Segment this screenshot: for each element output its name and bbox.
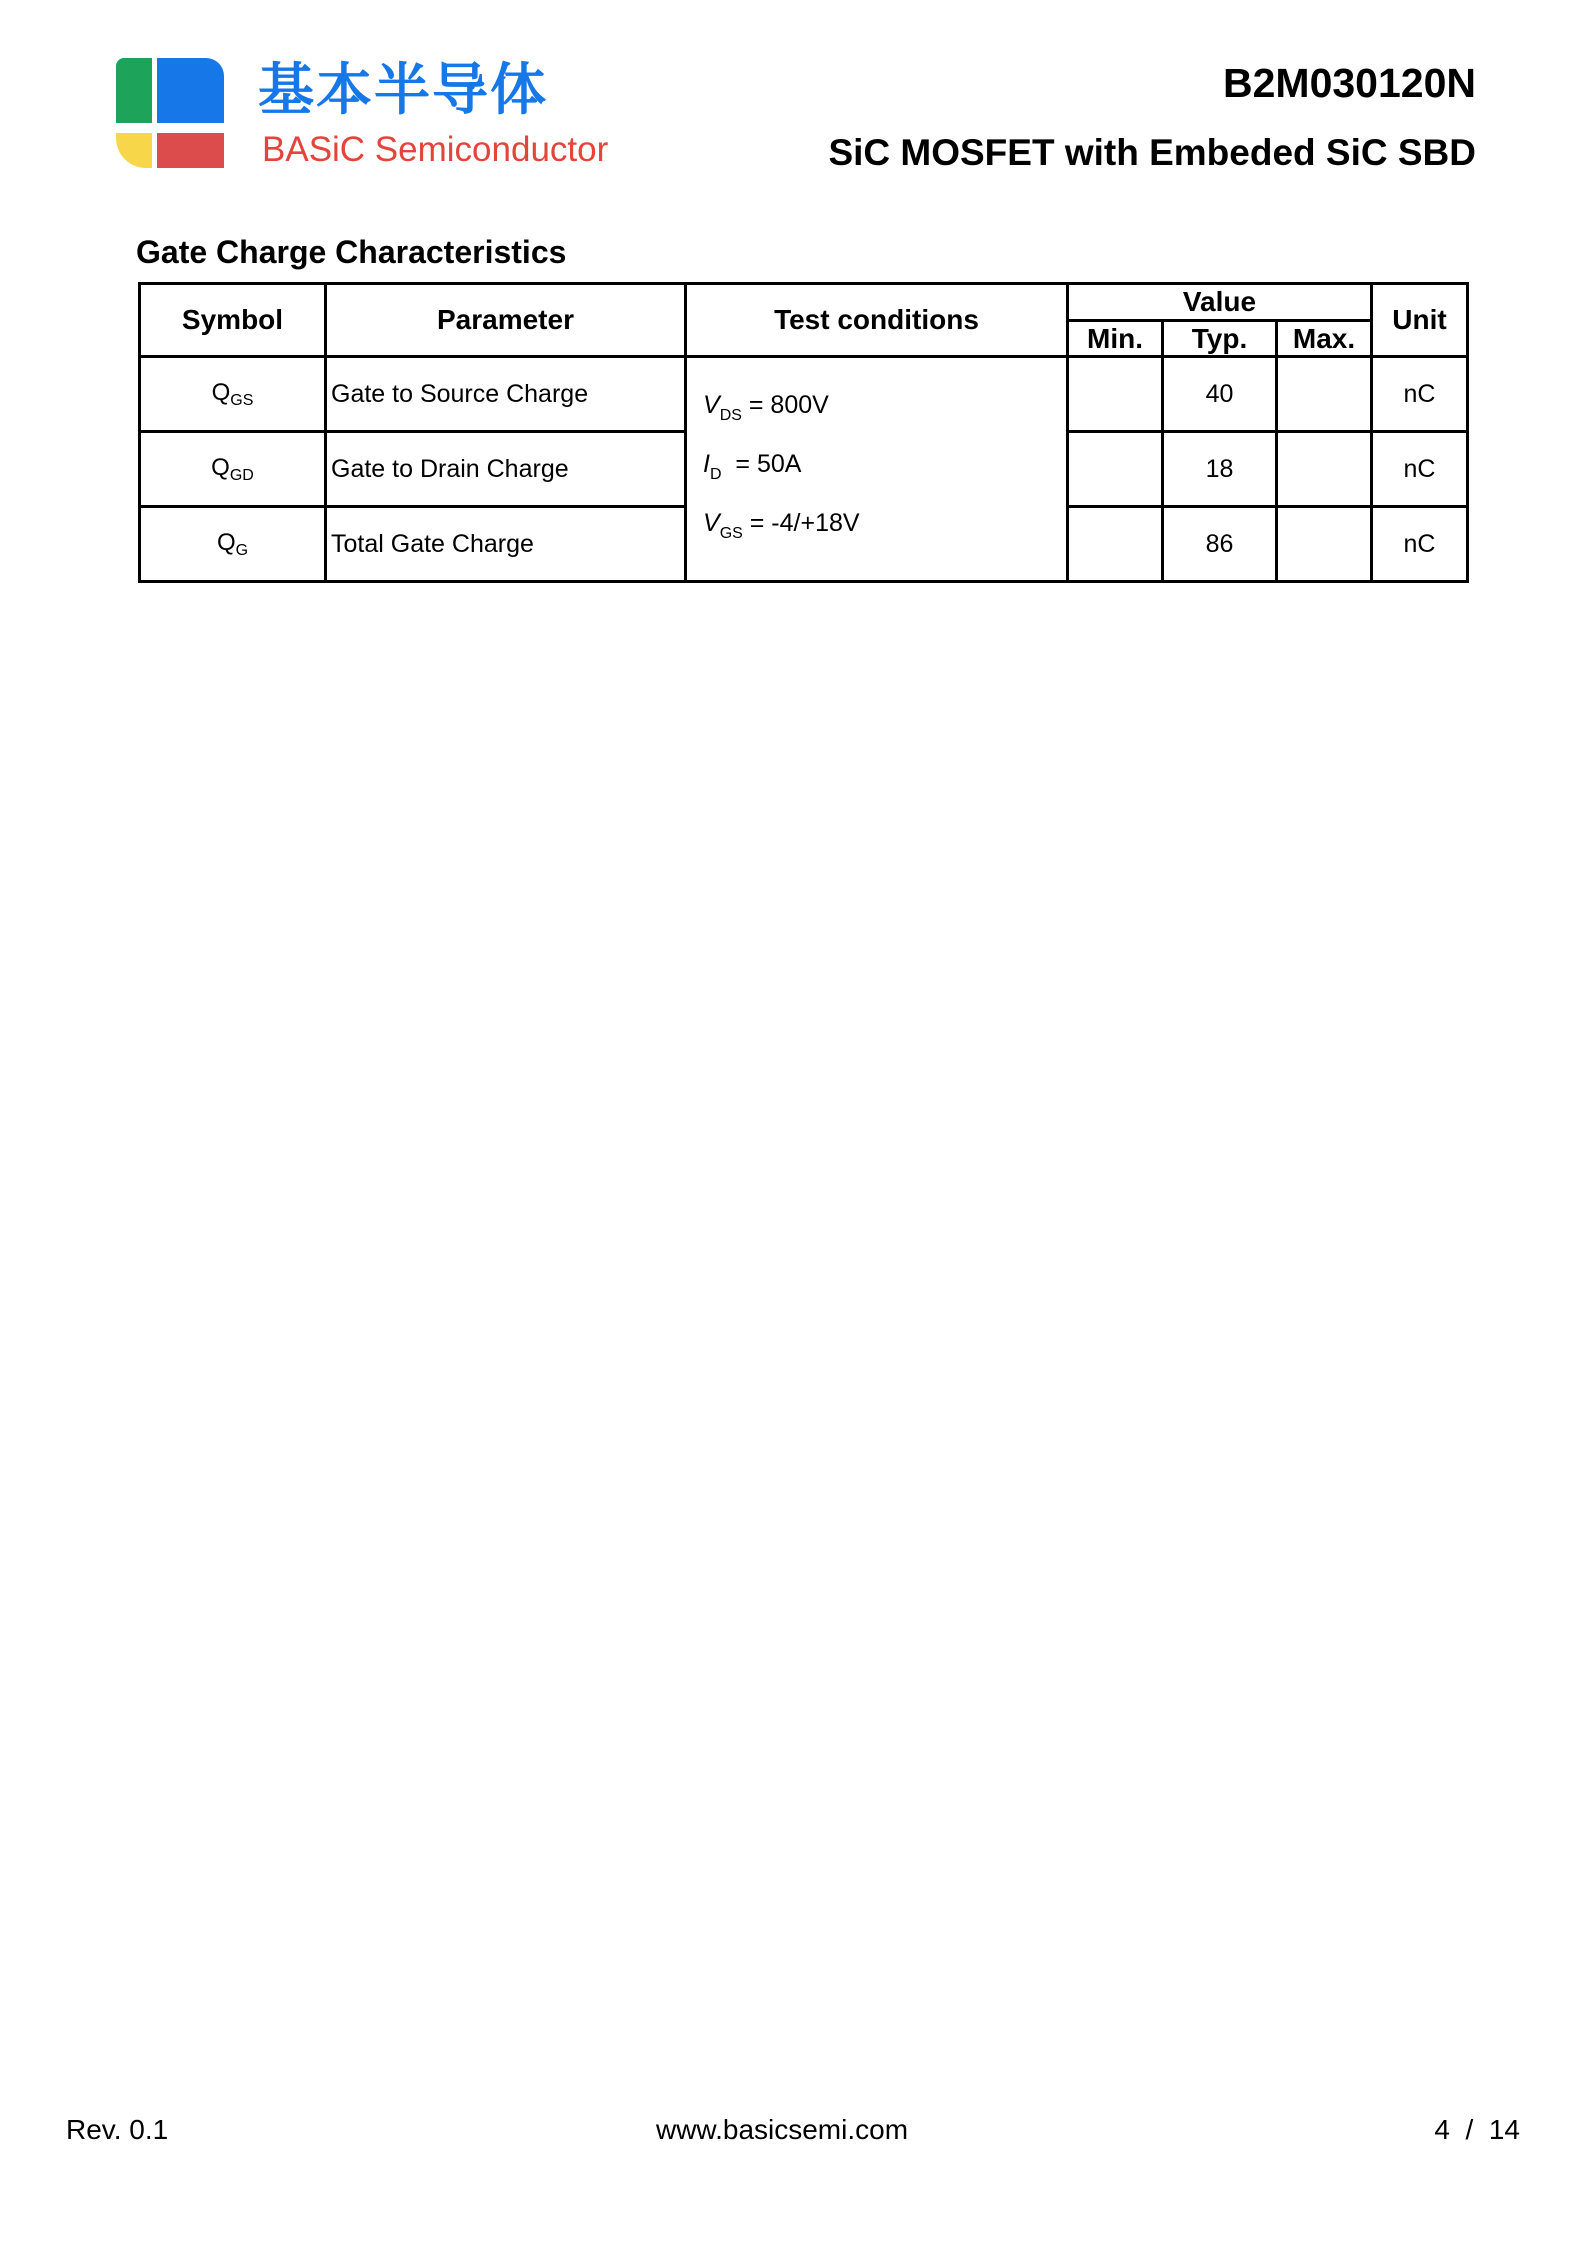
parameter-cell: Gate to Drain Charge [326, 432, 686, 507]
symbol-cell: $Q_{GD}$ [140, 432, 326, 507]
typ-cell: 18 [1163, 432, 1277, 507]
gate-charge-table [138, 282, 1469, 583]
company-logo [116, 58, 224, 170]
parameter-cell: Gate to Source Charge [326, 357, 686, 432]
symbol-cell: $Q_{GS}$ [140, 357, 326, 432]
part-number: B2M030120N [1223, 60, 1476, 106]
header-value: Value [1068, 284, 1372, 321]
max-cell [1277, 507, 1372, 582]
header-max: Max. [1277, 321, 1372, 357]
header-symbol: Symbol [140, 284, 326, 357]
header-typ: Typ. [1163, 321, 1277, 357]
unit-cell: nC [1372, 507, 1468, 582]
unit-cell: nC [1372, 357, 1468, 432]
table-row [140, 357, 1468, 432]
condition-line: $V_{DS} = 800V$ [703, 390, 829, 424]
symbol-cell: $Q_G$ [140, 507, 326, 582]
logo-yellow-block [116, 133, 152, 168]
typ-cell: 86 [1163, 507, 1277, 582]
typ-cell: 40 [1163, 357, 1277, 432]
header-min: Min. [1068, 321, 1163, 357]
max-cell [1277, 432, 1372, 507]
header-parameter: Parameter [326, 284, 686, 357]
min-cell [1068, 507, 1163, 582]
header-unit: Unit [1372, 284, 1468, 357]
document-subtitle: SiC MOSFET with Embeded SiC SBD [828, 132, 1476, 173]
logo-blue-block [157, 58, 224, 123]
condition-line: $I_D = 50A$ [703, 449, 802, 483]
revision-label: Rev. 0.1 [66, 2114, 169, 2145]
brand-name-chinese: 基本半导体 [258, 58, 548, 123]
logo-green-block [116, 58, 152, 123]
header-test-conditions: Test conditions [686, 284, 1068, 357]
min-cell [1068, 357, 1163, 432]
test-conditions-cell [686, 357, 1068, 582]
unit-cell: nC [1372, 432, 1468, 507]
page-number: 4 / 14 [1434, 2114, 1520, 2145]
section-title: Gate Charge Characteristics [136, 234, 567, 270]
min-cell [1068, 432, 1163, 507]
condition-line: $V_{GS} = -4/+18V$ [703, 508, 860, 542]
brand-name-english: BASiC Semiconductor [262, 130, 609, 169]
logo-red-block [157, 133, 224, 168]
website-link[interactable]: www.basicsemi.com [655, 2114, 909, 2145]
parameter-cell: Total Gate Charge [326, 507, 686, 582]
max-cell [1277, 357, 1372, 432]
